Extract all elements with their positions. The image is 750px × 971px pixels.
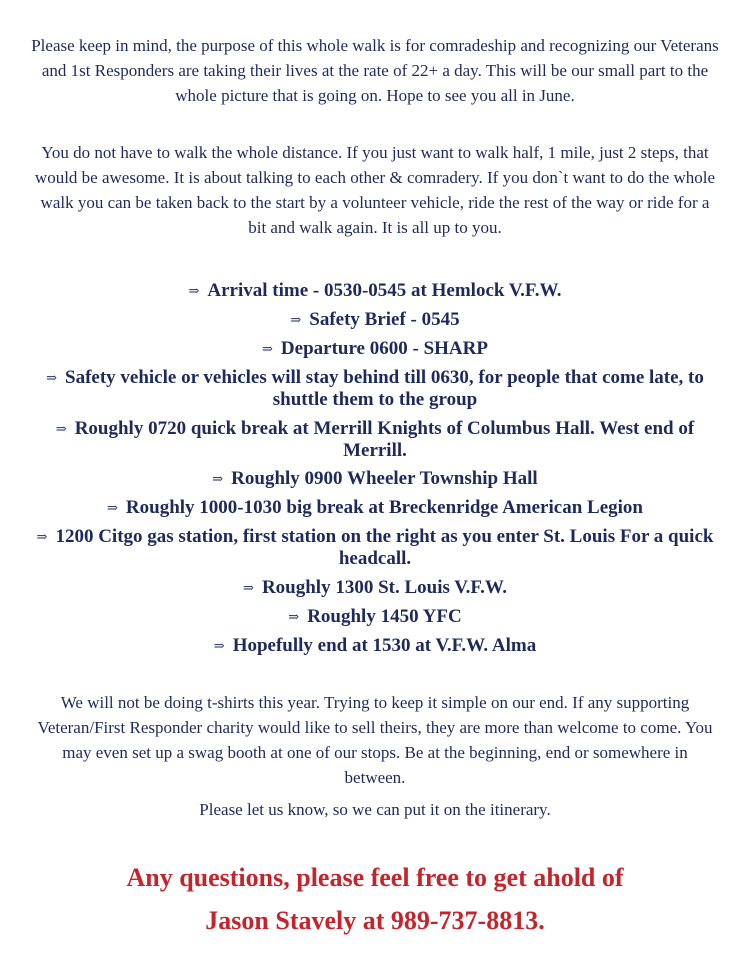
- itinerary-item: ⇒ Roughly 0900 Wheeler Township Hall: [212, 468, 538, 489]
- arrow-right-icon: ⇒: [213, 638, 225, 653]
- arrow-right-icon: ⇒: [212, 471, 224, 486]
- arrow-right-icon: ⇒: [290, 312, 302, 327]
- itinerary-item: ⇒ Roughly 0720 quick break at Merrill Knights of Columbus Hall. West end of Merrill.: [55, 418, 695, 461]
- intro-paragraph-distance: You do not have to walk the whole distance. If you just want to walk half, 1 mile, just 2 steps, that would be awesome. It is about talking to each other & comradery. If you don`t want to do the whole walk you can be taken back to the start by a volunteer vehicle, ride the rest of the way or ride for a bit and walk again. It is all up to you.: [34, 143, 716, 237]
- arrow-right-icon: ⇒: [243, 580, 254, 595]
- itinerary-item: ⇒ Roughly 1000-1030 big break at Breckenridge American Legion: [107, 497, 643, 518]
- arrow-right-icon: ⇒: [55, 421, 67, 436]
- arrow-right-icon: ⇒: [107, 500, 118, 515]
- itinerary-item: ⇒ 1200 Citgo gas station, first station on the right as you enter St. Louis For a quick headcall.: [36, 526, 714, 569]
- itinerary-item: ⇒ Hopefully end at 1530 at V.F.W. Alma: [213, 635, 537, 656]
- contact-line-1: Any questions, please feel free to get ahold of: [126, 863, 624, 892]
- itinerary-item: ⇒ Safety Brief - 0545: [290, 309, 460, 330]
- arrow-right-icon: ⇒: [46, 370, 57, 385]
- arrow-right-icon: ⇒: [288, 609, 300, 624]
- contact-line-2: Jason Stavely at 989-737-8813.: [205, 906, 545, 935]
- itinerary-item: ⇒ Roughly 1300 St. Louis V.F.W.: [243, 577, 507, 598]
- itinerary-item: ⇒ Roughly 1450 YFC: [288, 606, 462, 627]
- arrow-right-icon: ⇒: [262, 341, 273, 356]
- arrow-right-icon: ⇒: [36, 529, 48, 544]
- outro-paragraph-itinerary-note: Please let us know, so we can put it on the itinerary.: [199, 800, 551, 819]
- arrow-right-icon: ⇒: [188, 283, 200, 298]
- itinerary-item: ⇒ Departure 0600 - SHARP: [262, 338, 488, 359]
- itinerary-item: ⇒ Arrival time - 0530-0545 at Hemlock V.F.W.: [188, 280, 562, 301]
- itinerary-item: ⇒ Safety vehicle or vehicles will stay behind till 0630, for people that come late, to shuttle them to the group: [46, 367, 704, 410]
- intro-paragraph-purpose: Please keep in mind, the purpose of this whole walk is for comradeship and recognizing our Veterans and 1st Responders are taking their lives at the rate of 22+ a day. This will be our small part to the whole picture that is going on. Hope to see you all in June.: [31, 36, 719, 105]
- outro-paragraph-tshirts: We will not be doing t-shirts this year. Trying to keep it simple on our end. If any supporting Veteran/First Responder charity would like to sell theirs, they are more than welcome to come. You may even set up a swag booth at one of our stops. Be at the beginning, end or somewhere in between.: [37, 693, 713, 787]
